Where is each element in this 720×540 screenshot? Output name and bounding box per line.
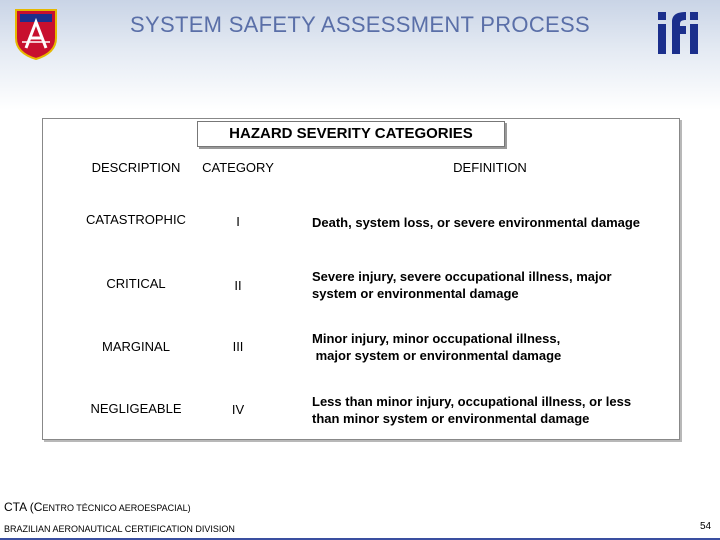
row-definition [312, 330, 672, 364]
row-category: IV [231, 402, 245, 417]
row-definition-line: Minor injury, minor occupational illness, [312, 331, 561, 346]
column-header-definition: DEFINITION [453, 160, 527, 175]
row-definition [312, 214, 672, 231]
footer-cta-prefix: CTA (C [4, 500, 43, 514]
footer-organization [4, 500, 191, 514]
row-definition-line: Severe injury, severe occupational illness, major [312, 269, 612, 284]
column-header-category: CATEGORY [202, 160, 274, 175]
row-definition-line: Death, system loss, or severe environmental damage [312, 215, 641, 230]
column-header-description: DESCRIPTION [91, 160, 181, 175]
row-description: NEGLIGEABLE [90, 401, 182, 416]
row-description: CATASTROPHIC [86, 212, 186, 227]
row-description: MARGINAL [102, 339, 170, 354]
row-category: III [232, 339, 244, 354]
row-definition-line: system or environmental damage [312, 286, 519, 301]
row-definition-line: major system or environmental damage [312, 348, 562, 363]
footer-division: BRAZILIAN AERONAUTICAL CERTIFICATION DIVISION [4, 524, 235, 534]
row-description: CRITICAL [106, 276, 166, 291]
row-definition-line: than minor system or environmental damage [312, 411, 590, 426]
row-definition [312, 268, 672, 302]
footer-cta-name: ENTRO TÉCNICO AEROESPACIAL) [42, 503, 191, 513]
row-definition [312, 393, 672, 427]
table-heading: HAZARD SEVERITY CATEGORIES [197, 121, 505, 147]
row-category: I [236, 214, 240, 229]
page-number: 54 [700, 521, 712, 532]
row-category: II [234, 278, 242, 293]
ifi-logo-icon [654, 8, 706, 58]
page-title: SYSTEM SAFETY ASSESSMENT PROCESS [130, 12, 590, 37]
row-definition-line: Less than minor injury, occupational illness, or less [312, 394, 632, 409]
